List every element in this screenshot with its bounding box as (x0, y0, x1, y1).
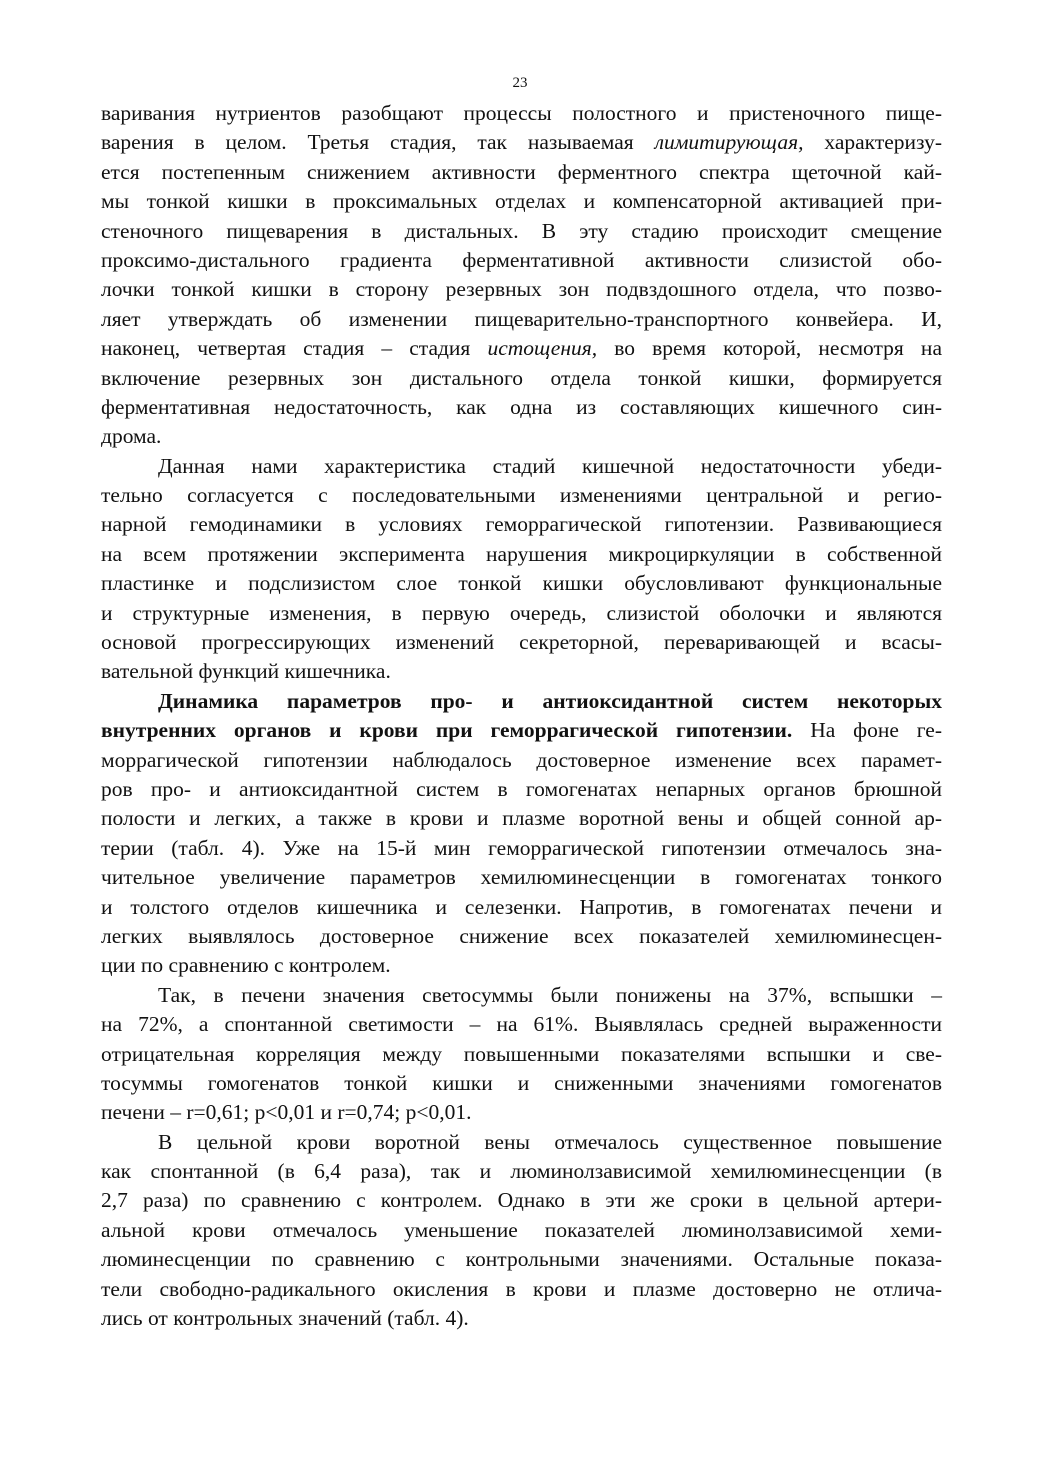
text-line: Данная нами характеристика стадий кишечной недостаточности убеди- (158, 453, 942, 478)
text-line: варения в целом. Третья стадия, так называемая лимитирующая, характеризу- (101, 130, 942, 155)
text-line: на всем протяжении эксперимента нарушения микроциркуляции в собственной (101, 541, 942, 566)
text-line: нарной гемодинамики в условиях геморрагической гипотензии. Развивающиеся (101, 512, 942, 537)
text-line: и толстого отделов кишечника и селезенки. Напротив, в гомогенатах печени и (101, 894, 942, 919)
paragraph (101, 99, 942, 452)
text-line: на 72%, а спонтанной светимости – на 61%. Выявлялась средней выраженности (101, 1012, 942, 1037)
text-line: ферментативная недостаточность, как одна из составляющих кишечного син- (101, 394, 942, 419)
text-line: люминесценции по сравнению с контрольными значениями. Остальные показа- (101, 1247, 942, 1272)
text-line: мы тонкой кишки в проксимальных отделах и компенсаторной активацией при- (101, 189, 942, 214)
text-line: лись от контрольных значений (табл. 4). (101, 1306, 469, 1331)
text-line: печени – r=0,61; p<0,01 и r=0,74; p<0,01. (101, 1100, 472, 1125)
paragraph (101, 1128, 942, 1334)
text-line: чительное увеличение параметров хемилюминесценции в гомогенатах тонкого (101, 865, 942, 890)
page-number: 23 (512, 75, 528, 91)
text-line: пластинке и подслизистом слое тонкой кишки обусловливают функциональные (101, 571, 942, 596)
text-line: ется постепенным снижением активности ферментного спектра щеточной кай- (101, 159, 942, 184)
text-line: наконец, четвертая стадия – стадия истощения, во время которой, несмотря на (101, 336, 942, 361)
text-line: и структурные изменения, в первую очередь, слизистой оболочки и являются (101, 600, 942, 625)
text-line: тели свободно-радикального окисления в крови и плазме достоверно не отлича- (101, 1276, 942, 1301)
bold-heading: Динамика параметров про- и антиоксидантной систем некоторых (158, 688, 942, 713)
text-line: включение резервных зон дистального отдела тонкой кишки, формируется (101, 365, 942, 390)
bold-heading: внутренних органов и крови при геморрагической гипотензии. (101, 718, 793, 743)
text-line: полости и легких, а также в крови и плазме воротной вены и общей сонной ар- (101, 806, 942, 831)
text-line: ров про- и антиоксидантной систем в гомогенатах непарных органов брюшной (101, 776, 942, 801)
italic-term: истощения, (487, 336, 598, 361)
text-line: как спонтанной (в 6,4 раза), так и люминолзависимой хемилюминесценции (в (101, 1159, 942, 1184)
text-line: внутренних органов и крови при геморрагической гипотензии. На фоне ге- (101, 718, 942, 743)
text-line: моррагической гипотензии наблюдалось достоверное изменение всех парамет- (101, 747, 942, 772)
paragraph (101, 687, 942, 981)
text-line: проксимо-дистального градиента ферментативной активности слизистой обо- (101, 247, 942, 272)
text-line: Так, в печени значения светосуммы были понижены на 37%, вспышки – (158, 982, 942, 1007)
text-line: ляет утверждать об изменении пищеварительно-транспортного конвейера. И, (101, 306, 942, 331)
text-line: тельно согласуется с последовательными изменениями центральной и регио- (101, 483, 942, 508)
paragraph (101, 452, 942, 687)
text-line: 2,7 раза) по сравнению с контролем. Однако в эти же сроки в цельной артери- (101, 1188, 942, 1213)
text-line: терии (табл. 4). Уже на 15-й мин геморрагической гипотензии отмечалось зна- (101, 835, 942, 860)
text-line: дрома. (101, 424, 162, 449)
text-line: легких выявлялось достоверное снижение всех показателей хемилюминесцен- (101, 923, 942, 948)
text-line: вательной функций кишечника. (101, 659, 391, 684)
text-line: основой прогрессирующих изменений секреторной, переваривающей и всасы- (101, 630, 942, 655)
text-line: альной крови отмечалось уменьшение показателей люминолзависимой хеми- (101, 1217, 942, 1242)
text-line (101, 687, 942, 716)
text-line: стеночного пищеварения в дистальных. В эту стадию происходит смещение (101, 218, 942, 243)
body-text (101, 99, 942, 1333)
text-line: варивания нутриентов разобщают процессы полостного и пристеночного пище- (101, 101, 942, 125)
text-line: ции по сравнению с контролем. (101, 953, 391, 978)
text-line: отрицательная корреляция между повышенными показателями вспышки и све- (101, 1041, 942, 1066)
italic-term: лимитирующая, (654, 130, 804, 155)
text-line: В цельной крови воротной вены отмечалось существенное повышение (158, 1129, 942, 1154)
paragraph (101, 981, 942, 1128)
text-line: тосуммы гомогенатов тонкой кишки и сниженными значениями гомогенатов (101, 1070, 942, 1095)
text-line: лочки тонкой кишки в сторону резервных зон подвздошного отдела, что позво- (101, 277, 942, 302)
